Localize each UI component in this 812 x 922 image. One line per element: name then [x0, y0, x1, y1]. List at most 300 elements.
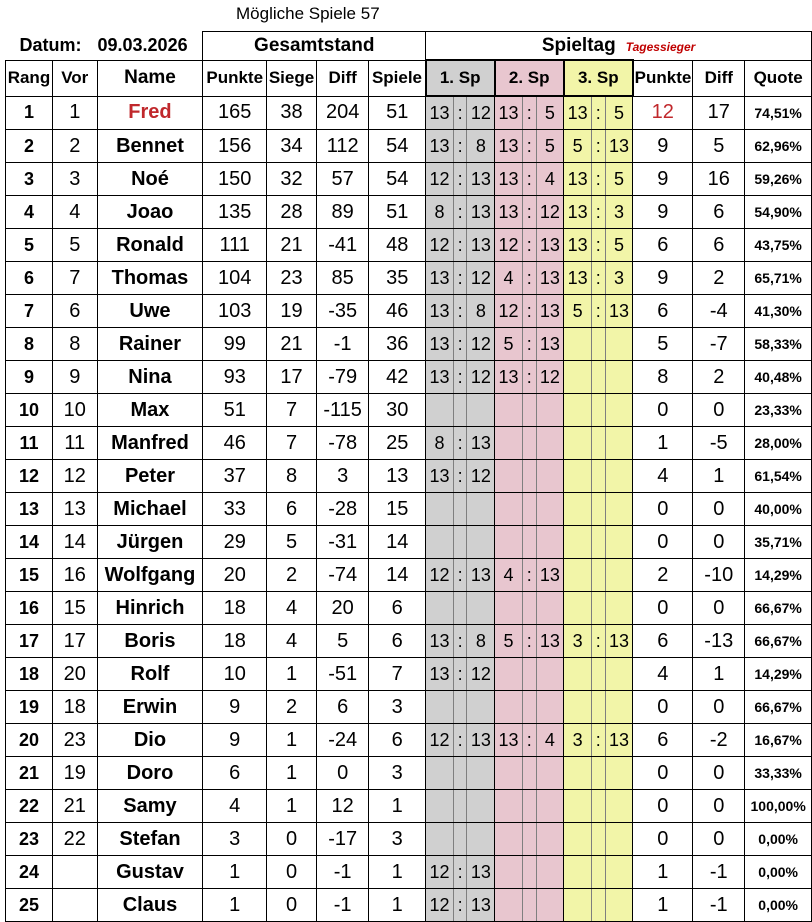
name-cell: Thomas	[97, 262, 203, 295]
siege-cell: 2	[267, 691, 317, 724]
spiele-cell: 54	[369, 130, 426, 163]
punkte-cell: 18	[203, 592, 267, 625]
diff-cell: 112	[316, 130, 368, 163]
rang-cell: 25	[6, 889, 53, 922]
col-game-3: 3. Sp	[564, 60, 633, 96]
game3-score-a	[564, 856, 592, 889]
name-cell: Claus	[97, 889, 203, 922]
spiele-cell: 13	[369, 460, 426, 493]
game1-score-a	[426, 790, 454, 823]
tag-diff-cell: 0	[693, 691, 745, 724]
col-tag-diff: Diff	[693, 60, 745, 96]
game1-score-a	[426, 823, 454, 856]
game2-colon: :	[522, 328, 536, 361]
game1-score-b: 13	[467, 856, 495, 889]
game1-score-a: 13	[426, 625, 454, 658]
game2-score-b	[536, 790, 564, 823]
tag-diff-cell: 0	[693, 526, 745, 559]
game3-colon: :	[591, 625, 605, 658]
siege-cell: 1	[267, 757, 317, 790]
game2-score-b: 13	[536, 559, 564, 592]
quote-cell: 0,00%	[745, 856, 812, 889]
tag-punkte-cell: 1	[633, 889, 693, 922]
name-cell: Doro	[97, 757, 203, 790]
diff-cell: 20	[316, 592, 368, 625]
game3-score-b: 13	[605, 130, 633, 163]
vor-cell: 3	[52, 163, 97, 196]
siege-cell: 8	[267, 460, 317, 493]
game2-score-a	[495, 823, 523, 856]
tag-punkte-cell: 1	[633, 856, 693, 889]
quote-cell: 65,71%	[745, 262, 812, 295]
diff-cell: -31	[316, 526, 368, 559]
game3-score-a: 13	[564, 96, 592, 130]
game2-score-b: 4	[536, 724, 564, 757]
game2-colon: :	[522, 196, 536, 229]
name-cell: Rolf	[97, 658, 203, 691]
name-cell: Fred	[97, 96, 203, 130]
game1-colon: :	[453, 262, 467, 295]
tag-diff-cell: 0	[693, 493, 745, 526]
game2-colon	[522, 757, 536, 790]
vor-cell	[52, 889, 97, 922]
game2-score-a	[495, 691, 523, 724]
quote-cell: 59,26%	[745, 163, 812, 196]
game1-score-b	[467, 757, 495, 790]
tag-punkte-cell: 9	[633, 163, 693, 196]
game2-score-b: 13	[536, 328, 564, 361]
game3-score-b	[605, 856, 633, 889]
game2-score-a	[495, 856, 523, 889]
game2-score-a	[495, 460, 523, 493]
siege-cell: 7	[267, 427, 317, 460]
game2-score-a	[495, 592, 523, 625]
quote-cell: 41,30%	[745, 295, 812, 328]
name-cell: Boris	[97, 625, 203, 658]
game2-colon: :	[522, 229, 536, 262]
game1-score-a	[426, 526, 454, 559]
punkte-cell: 4	[203, 790, 267, 823]
game3-score-a	[564, 790, 592, 823]
diff-cell: 89	[316, 196, 368, 229]
game3-score-b	[605, 823, 633, 856]
game3-score-a	[564, 460, 592, 493]
datum-cell	[6, 32, 203, 61]
game3-score-b	[605, 361, 633, 394]
game2-score-b	[536, 493, 564, 526]
tag-punkte-cell: 4	[633, 658, 693, 691]
game3-score-b: 5	[605, 229, 633, 262]
game2-score-b: 4	[536, 163, 564, 196]
table-row	[6, 889, 812, 922]
game2-score-a: 5	[495, 625, 523, 658]
tag-diff-cell: -10	[693, 559, 745, 592]
name-cell: Ronald	[97, 229, 203, 262]
table-row	[6, 691, 812, 724]
game1-colon: :	[453, 295, 467, 328]
tag-punkte-cell: 0	[633, 394, 693, 427]
game3-score-b: 5	[605, 96, 633, 130]
game2-colon	[522, 790, 536, 823]
diff-cell: -51	[316, 658, 368, 691]
punkte-cell: 135	[203, 196, 267, 229]
game3-score-b	[605, 526, 633, 559]
game1-colon: :	[453, 460, 467, 493]
game2-score-a: 13	[495, 130, 523, 163]
rang-cell: 22	[6, 790, 53, 823]
game2-colon: :	[522, 262, 536, 295]
tag-punkte-cell: 9	[633, 196, 693, 229]
game3-score-b: 13	[605, 724, 633, 757]
game3-colon	[591, 427, 605, 460]
game2-colon	[522, 889, 536, 922]
vor-cell: 20	[52, 658, 97, 691]
rang-cell: 19	[6, 691, 53, 724]
tag-punkte-cell: 0	[633, 592, 693, 625]
siege-cell: 34	[267, 130, 317, 163]
name-cell: Jürgen	[97, 526, 203, 559]
siege-cell: 38	[267, 96, 317, 130]
rang-cell: 24	[6, 856, 53, 889]
game1-score-a: 13	[426, 130, 454, 163]
game1-score-a: 13	[426, 262, 454, 295]
game3-score-b	[605, 328, 633, 361]
datum-value: 09.03.2026	[97, 35, 188, 55]
spiele-cell: 30	[369, 394, 426, 427]
game1-score-b: 13	[467, 889, 495, 922]
punkte-cell: 165	[203, 96, 267, 130]
diff-cell: 5	[316, 625, 368, 658]
diff-cell: 3	[316, 460, 368, 493]
game2-score-a: 12	[495, 229, 523, 262]
table-row	[6, 96, 812, 130]
quote-cell: 16,67%	[745, 724, 812, 757]
punkte-cell: 20	[203, 559, 267, 592]
game1-score-a: 13	[426, 328, 454, 361]
game2-score-a	[495, 658, 523, 691]
tag-diff-cell: 17	[693, 96, 745, 130]
table-row	[6, 460, 812, 493]
tag-diff-cell: -13	[693, 625, 745, 658]
col-vor: Vor	[52, 60, 97, 96]
tag-punkte-cell: 12	[633, 96, 693, 130]
game3-score-a: 13	[564, 262, 592, 295]
quote-cell: 66,67%	[745, 691, 812, 724]
quote-cell: 74,51%	[745, 96, 812, 130]
game3-score-a	[564, 526, 592, 559]
tag-diff-cell: -1	[693, 856, 745, 889]
tag-punkte-cell: 6	[633, 625, 693, 658]
table-row	[6, 592, 812, 625]
game3-colon: :	[591, 130, 605, 163]
game3-colon: :	[591, 229, 605, 262]
tag-punkte-cell: 0	[633, 790, 693, 823]
game2-score-a: 13	[495, 163, 523, 196]
game3-colon: :	[591, 96, 605, 130]
game1-score-a	[426, 757, 454, 790]
rang-cell: 20	[6, 724, 53, 757]
game1-colon	[453, 592, 467, 625]
table-row	[6, 790, 812, 823]
diff-cell: -35	[316, 295, 368, 328]
siege-cell: 1	[267, 724, 317, 757]
game2-colon	[522, 526, 536, 559]
rang-cell: 11	[6, 427, 53, 460]
quote-cell: 40,00%	[745, 493, 812, 526]
game3-score-b: 3	[605, 262, 633, 295]
quote-cell: 35,71%	[745, 526, 812, 559]
punkte-cell: 6	[203, 757, 267, 790]
rang-cell: 1	[6, 96, 53, 130]
vor-cell: 14	[52, 526, 97, 559]
name-cell: Michael	[97, 493, 203, 526]
game3-score-a: 5	[564, 295, 592, 328]
game2-score-b: 12	[536, 196, 564, 229]
game1-score-b: 12	[467, 361, 495, 394]
game2-colon: :	[522, 130, 536, 163]
vor-cell: 1	[52, 96, 97, 130]
game1-score-a: 8	[426, 427, 454, 460]
quote-cell: 0,00%	[745, 823, 812, 856]
game3-colon	[591, 559, 605, 592]
vor-cell: 12	[52, 460, 97, 493]
game3-colon	[591, 592, 605, 625]
tag-punkte-cell: 6	[633, 724, 693, 757]
tag-punkte-cell: 9	[633, 262, 693, 295]
rang-cell: 2	[6, 130, 53, 163]
siege-cell: 21	[267, 328, 317, 361]
tag-punkte-cell: 9	[633, 130, 693, 163]
punkte-cell: 111	[203, 229, 267, 262]
tag-diff-cell: 0	[693, 823, 745, 856]
game3-score-a	[564, 658, 592, 691]
game1-score-a: 12	[426, 724, 454, 757]
game3-score-a	[564, 328, 592, 361]
table-row	[6, 658, 812, 691]
game1-colon	[453, 691, 467, 724]
game1-colon: :	[453, 559, 467, 592]
spieltag-label: Spieltag	[541, 34, 616, 56]
diff-cell: 85	[316, 262, 368, 295]
tag-diff-cell: 5	[693, 130, 745, 163]
table-row	[6, 856, 812, 889]
table-row	[6, 328, 812, 361]
table-row	[6, 394, 812, 427]
game3-score-a: 3	[564, 625, 592, 658]
game2-score-b	[536, 757, 564, 790]
rang-cell: 12	[6, 460, 53, 493]
punkte-cell: 93	[203, 361, 267, 394]
diff-cell: -41	[316, 229, 368, 262]
game2-score-b	[536, 856, 564, 889]
spiele-cell: 35	[369, 262, 426, 295]
siege-cell: 19	[267, 295, 317, 328]
name-cell: Peter	[97, 460, 203, 493]
quote-cell: 0,00%	[745, 889, 812, 922]
game2-colon: :	[522, 163, 536, 196]
diff-cell: 57	[316, 163, 368, 196]
quote-cell: 58,33%	[745, 328, 812, 361]
game1-score-b: 12	[467, 328, 495, 361]
game2-score-a	[495, 790, 523, 823]
punkte-cell: 18	[203, 625, 267, 658]
game2-score-b	[536, 394, 564, 427]
tag-diff-cell: 2	[693, 361, 745, 394]
siege-cell: 0	[267, 856, 317, 889]
spiele-cell: 14	[369, 526, 426, 559]
punkte-cell: 3	[203, 823, 267, 856]
game2-score-b: 13	[536, 229, 564, 262]
table-row	[6, 361, 812, 394]
game2-score-a: 13	[495, 196, 523, 229]
siege-cell: 23	[267, 262, 317, 295]
spiele-cell: 3	[369, 757, 426, 790]
game2-score-b	[536, 691, 564, 724]
game2-score-b	[536, 592, 564, 625]
spiele-cell: 36	[369, 328, 426, 361]
game3-score-b	[605, 691, 633, 724]
game3-score-a	[564, 691, 592, 724]
game1-colon: :	[453, 229, 467, 262]
table-row	[6, 229, 812, 262]
game3-colon	[591, 790, 605, 823]
diff-cell: 204	[316, 96, 368, 130]
diff-cell: -78	[316, 427, 368, 460]
game1-score-b: 12	[467, 658, 495, 691]
tag-diff-cell: -4	[693, 295, 745, 328]
siege-cell: 1	[267, 658, 317, 691]
game2-score-b	[536, 427, 564, 460]
game1-score-a: 12	[426, 856, 454, 889]
name-cell: Hinrich	[97, 592, 203, 625]
col-quote: Quote	[745, 60, 812, 96]
vor-cell: 19	[52, 757, 97, 790]
vor-cell: 22	[52, 823, 97, 856]
game3-score-a: 13	[564, 163, 592, 196]
game1-score-b: 12	[467, 262, 495, 295]
siege-cell: 0	[267, 823, 317, 856]
vor-cell: 8	[52, 328, 97, 361]
siege-cell: 28	[267, 196, 317, 229]
rang-cell: 13	[6, 493, 53, 526]
game1-score-a: 13	[426, 295, 454, 328]
gesamtstand-header: Gesamtstand	[203, 32, 426, 61]
game1-colon: :	[453, 658, 467, 691]
vor-cell: 13	[52, 493, 97, 526]
siege-cell: 1	[267, 790, 317, 823]
tag-diff-cell: -5	[693, 427, 745, 460]
game1-colon: :	[453, 625, 467, 658]
col-game-1: 1. Sp	[426, 60, 495, 96]
game1-colon	[453, 757, 467, 790]
game3-score-a	[564, 394, 592, 427]
punkte-cell: 103	[203, 295, 267, 328]
game2-colon: :	[522, 625, 536, 658]
vor-cell: 18	[52, 691, 97, 724]
col-tag-punkte: Punkte	[633, 60, 693, 96]
diff-cell: -1	[316, 856, 368, 889]
game3-score-b	[605, 493, 633, 526]
game3-score-a	[564, 559, 592, 592]
tag-punkte-cell: 0	[633, 823, 693, 856]
name-cell: Wolfgang	[97, 559, 203, 592]
game2-score-b: 13	[536, 262, 564, 295]
game2-colon	[522, 658, 536, 691]
table-row	[6, 493, 812, 526]
game1-colon: :	[453, 889, 467, 922]
game3-colon: :	[591, 163, 605, 196]
game3-score-b	[605, 592, 633, 625]
game1-score-b: 12	[467, 460, 495, 493]
game3-score-a	[564, 361, 592, 394]
punkte-cell: 10	[203, 658, 267, 691]
game3-colon	[591, 460, 605, 493]
game1-score-b: 8	[467, 130, 495, 163]
game1-score-b: 13	[467, 229, 495, 262]
game2-score-b	[536, 460, 564, 493]
game2-score-b	[536, 526, 564, 559]
punkte-cell: 29	[203, 526, 267, 559]
game1-score-b	[467, 691, 495, 724]
game3-score-b	[605, 889, 633, 922]
col-siege: Siege	[267, 60, 317, 96]
siege-cell: 21	[267, 229, 317, 262]
name-cell: Nina	[97, 361, 203, 394]
game2-colon: :	[522, 361, 536, 394]
game2-score-b: 5	[536, 96, 564, 130]
table-row	[6, 163, 812, 196]
game1-score-a: 12	[426, 163, 454, 196]
siege-cell: 4	[267, 592, 317, 625]
game3-colon	[591, 856, 605, 889]
tag-diff-cell: 0	[693, 592, 745, 625]
siege-cell: 32	[267, 163, 317, 196]
game2-colon: :	[522, 96, 536, 130]
game1-colon: :	[453, 361, 467, 394]
tag-diff-cell: 6	[693, 196, 745, 229]
punkte-cell: 104	[203, 262, 267, 295]
tag-punkte-cell: 0	[633, 757, 693, 790]
game2-colon: :	[522, 724, 536, 757]
vor-cell: 16	[52, 559, 97, 592]
table-row	[6, 196, 812, 229]
punkte-cell: 1	[203, 889, 267, 922]
game3-score-b	[605, 559, 633, 592]
game2-colon	[522, 394, 536, 427]
punkte-cell: 37	[203, 460, 267, 493]
vor-cell: 15	[52, 592, 97, 625]
game3-colon: :	[591, 295, 605, 328]
quote-cell: 100,00%	[745, 790, 812, 823]
spiele-cell: 1	[369, 889, 426, 922]
game3-colon	[591, 526, 605, 559]
quote-cell: 66,67%	[745, 625, 812, 658]
spiele-cell: 6	[369, 592, 426, 625]
rang-cell: 23	[6, 823, 53, 856]
diff-cell: -28	[316, 493, 368, 526]
game1-score-b	[467, 823, 495, 856]
rang-cell: 7	[6, 295, 53, 328]
siege-cell: 2	[267, 559, 317, 592]
game3-score-b: 3	[605, 196, 633, 229]
game3-score-a: 5	[564, 130, 592, 163]
game2-score-a	[495, 526, 523, 559]
name-cell: Noé	[97, 163, 203, 196]
spiele-cell: 3	[369, 691, 426, 724]
rang-cell: 18	[6, 658, 53, 691]
game1-colon: :	[453, 96, 467, 130]
game3-score-a	[564, 889, 592, 922]
